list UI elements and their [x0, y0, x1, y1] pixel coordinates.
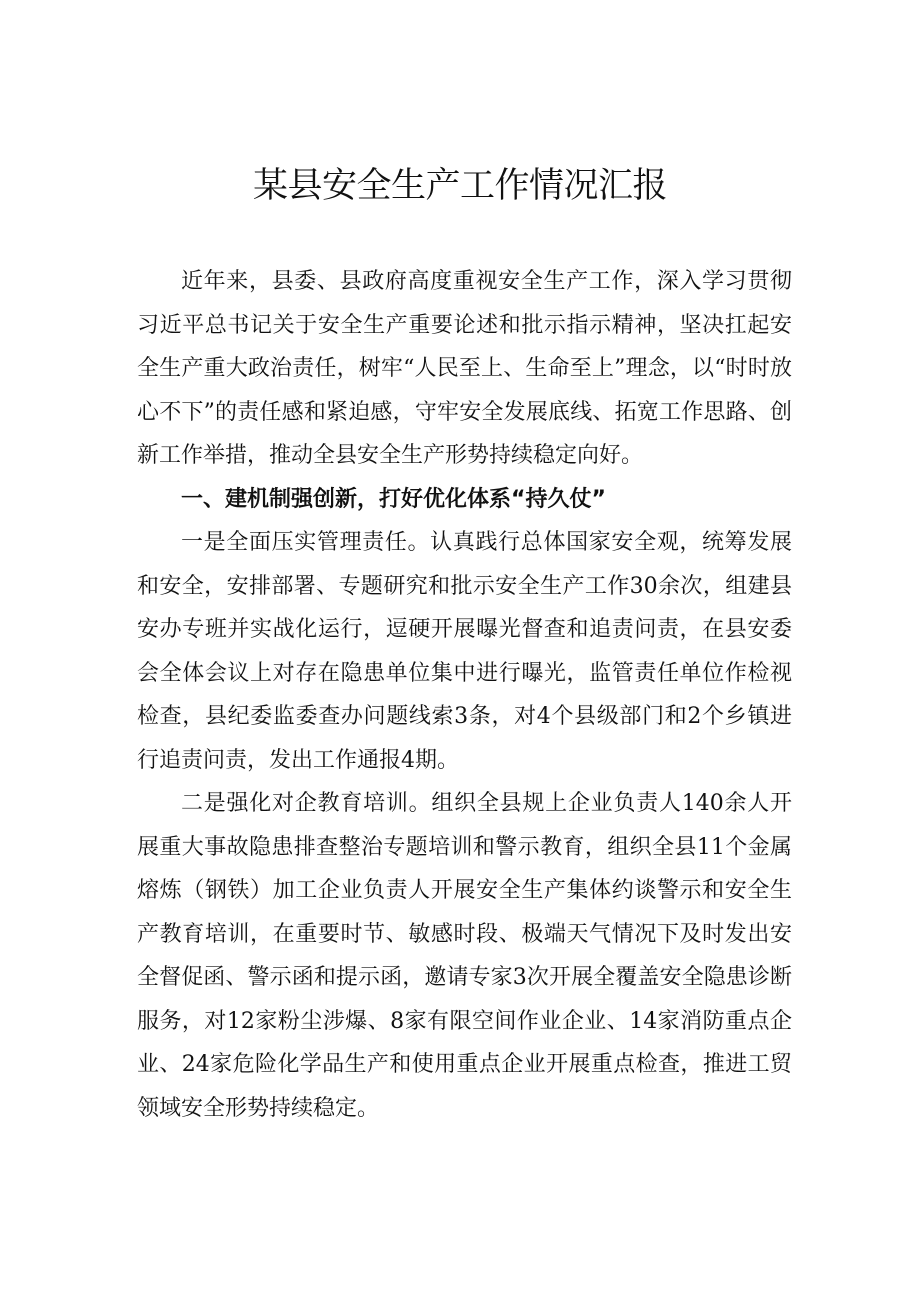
body-paragraph: 一是全面压实管理责任。认真践行总体国家安全观，统筹发展和安全，安排部署、专题研究和批示安全生产工作30余次，组建县安办专班并实战化运行，逗硬开展曝光督查和追责问责，在县安委会全体会议上对存在隐患单位集中进行曝光，监管责任单位作检视检查，县纪委监委查办问题线索3条，对4个县级部门和2个乡镇进行追责问责，发出工作通报4期。: [137, 530, 792, 773]
body-paragraph: 二是强化对企教育培训。组织全县规上企业负责人140余人开展重大事故隐患排查整治专题培训和警示教育，组织全县11个金属熔炼（钢铁）加工企业负责人开展安全生产集体约谈警示和安全生产教育培训，在重要时节、敏感时段、极端天气情况下及时发出安全督促函、警示函和提示函，邀请专家3次开展全覆盖安全隐患诊断服务，对12家粉尘涉爆、8家有限空间作业企业、14家消防重点企业、24家危险化学品生产和使用重点企业开展重点检查，推进工贸领域安全形势持续稳定。: [137, 791, 792, 1121]
intro-paragraph: 近年来，县委、县政府高度重视安全生产工作，深入学习贯彻习近平总书记关于安全生产重要论述和批示指示精神，坚决扛起安全生产重大政治责任，树牢“人民至上、生命至上”理念，以“时时放心不下”的责任感和紧迫感，守牢安全发展底线、拓宽工作思路、创新工作举措，推动全县安全生产形势持续稳定向好。: [137, 269, 792, 468]
document-body: [137, 260, 792, 1130]
document-title: 某县安全生产工作情况汇报: [252, 166, 667, 206]
section-heading: 一、建机制强创新，打好优化体系“持久仗”: [181, 486, 606, 512]
